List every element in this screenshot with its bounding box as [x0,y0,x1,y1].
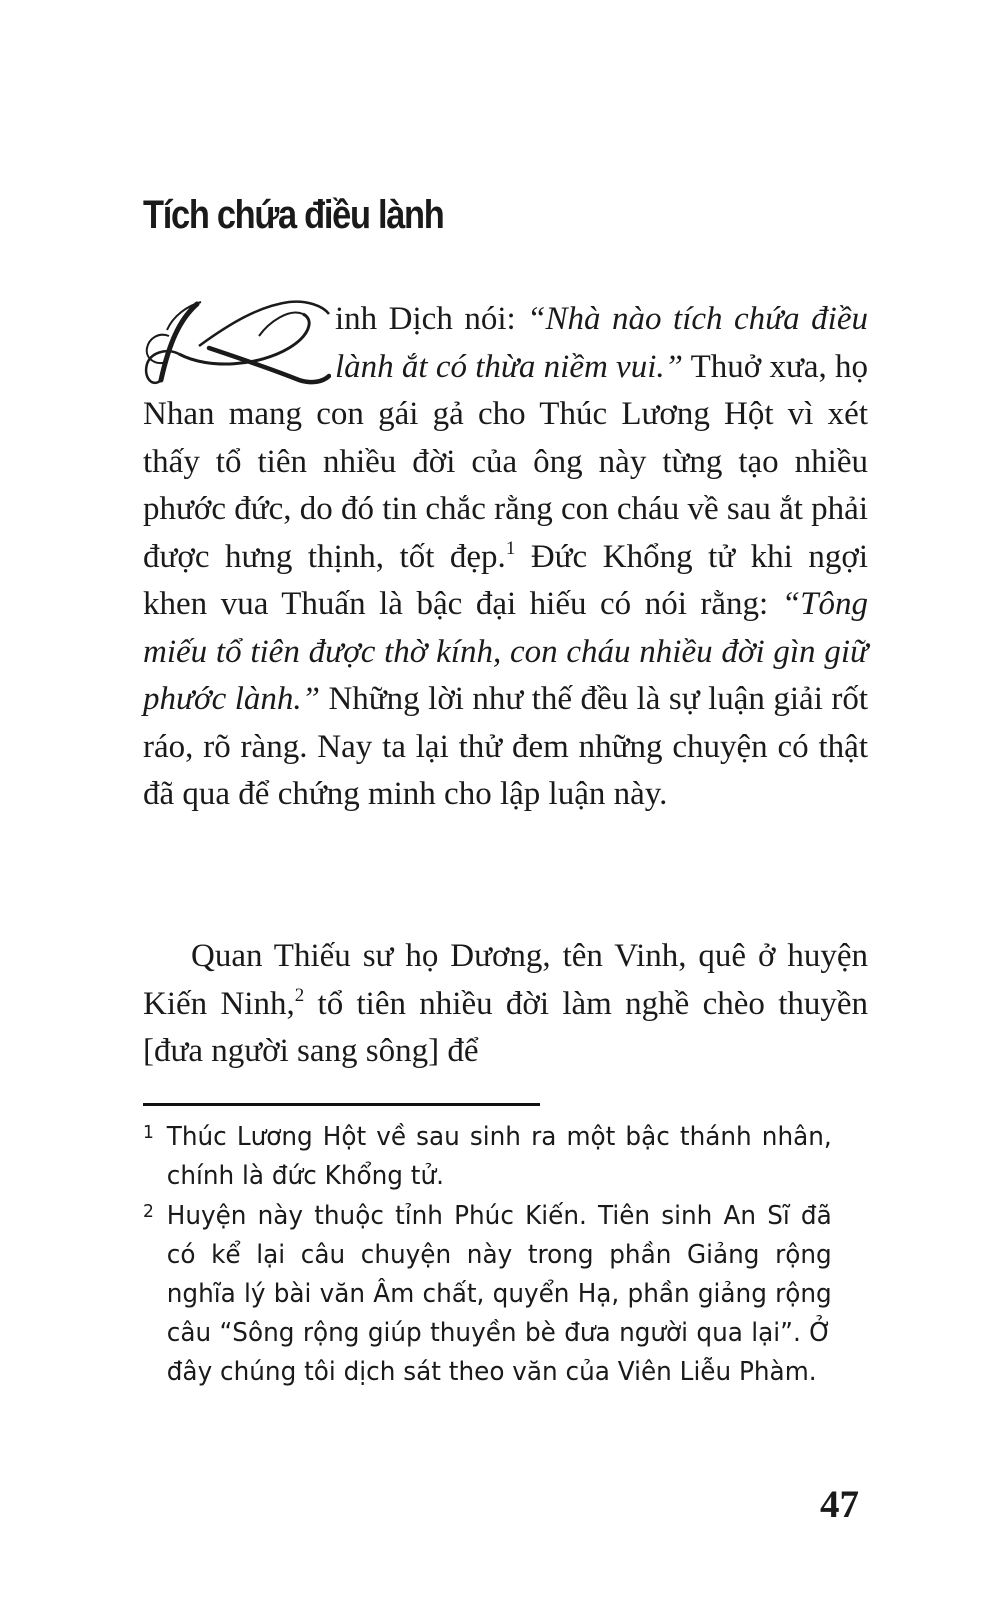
paragraph-1-opening: inh Dịch nói: [335,301,528,337]
footnote-number: 2 [143,1201,154,1222]
footnote-2 [143,1197,832,1392]
quote-kinh-dich: “Nhà nào tích chứa điều lành ắt có thừa niềm vui.” [335,301,868,385]
paragraph-2 [143,933,868,1076]
dropcap-k-flourish-icon [139,296,331,388]
page-number: 47 [820,1483,859,1526]
footnote-text: Thúc Lương Hột về sau sinh ra một bậc thánh nhân, chính là đức Khổng tử. [166,1122,832,1191]
footnote-ref-1[interactable]: 1 [505,537,516,559]
footnote-1 [143,1118,832,1196]
paragraph-1-text-2: Đức Khổng tử khi ngợi khen vua Thuấn là bậc đại hiếu có nói rằng: [143,538,868,622]
paragraph-1-text-1: Thuở xưa, họ Nhan mang con gái gả cho Thúc Lương Hột vì xét thấy tổ tiên nhiều đời của ông này từng tạo nhiều phước đức, do đó tin chắc rằng con cháu về sau ắt phải được hưng thịnh, tốt đẹp. [143,348,869,575]
quote-khong-tu: “Tông miếu tổ tiên được thờ kính, con cháu nhiều đời gìn giữ phước lành.” [143,586,868,717]
paragraph-2-text-2: tổ tiên nhiều đời làm nghề chèo thuyền [đưa người sang sông] để [143,985,869,1069]
svg-text:K: K [235,384,236,385]
footnotes [143,1118,832,1393]
paragraph-1 [143,296,868,819]
chapter-title: Tích chứa điều lành [143,193,444,237]
paragraph-1-text-3: Những lời như thế đều là sự luận giải rốt ráo, rõ ràng. Nay ta lại thử đem những chuyện có thật đã qua để chứng minh cho lập luận này. [143,681,868,812]
footnote-divider [143,1103,540,1106]
footnote-ref-2[interactable]: 2 [294,984,305,1006]
footnote-text: Huyện này thuộc tỉnh Phúc Kiến. Tiên sinh An Sĩ đã có kể lại câu chuyện này trong phần Giảng rộng nghĩa lý bài văn Âm chất, quyển Hạ, phần giảng rộng câu “Sông rộng giúp thuyền bè đưa người qua lại”. Ở đây chúng tôi dịch sát theo văn của Viên Liễu Phàm. [166,1201,832,1387]
dropcap-letter [139,296,331,388]
footnote-number: 1 [143,1122,154,1143]
paragraph-2-text-1: Quan Thiếu sư họ Dương, tên Vinh, quê ở huyện Kiến Ninh, [143,938,868,1022]
